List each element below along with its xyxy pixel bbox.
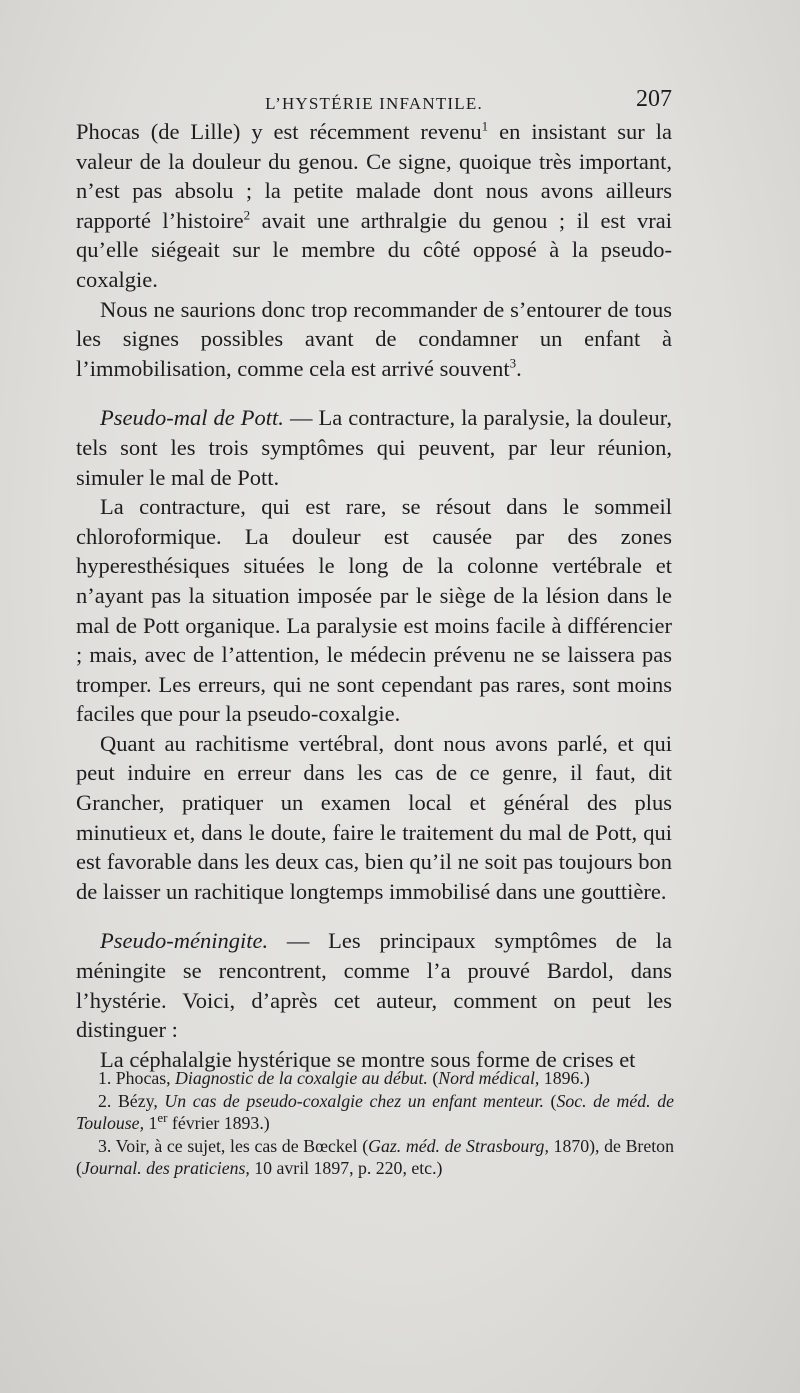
footnote-ref-2: 2 [243, 207, 251, 223]
section-lead: Pseudo-méningite. [100, 928, 269, 954]
paragraph-1 [76, 117, 672, 295]
italic-journal: Journal. des praticiens, [81, 1158, 250, 1179]
footnote-ref-1: 1 [481, 118, 489, 134]
paragraph-2 [76, 295, 672, 384]
superscript: er [157, 1110, 168, 1126]
text-run: Nous ne saurions donc trop recommander de s’entourer de tous les signes possibles avant de condamner un enfant à l’immobilisation, comme cela est arrivé souvent [76, 296, 672, 381]
italic-title: Un cas de pseudo-coxalgie chez un enfant menteur. [164, 1090, 544, 1111]
paragraph-pseudo-meningite [76, 926, 672, 1044]
text-run: 3. Voir, à ce sujet, les cas de Bœckel ( [98, 1135, 369, 1156]
paragraph-5: Quant au rachitisme vertébral, dont nous avons parlé, et qui peut induire en erreur dans les cas de ce genre, il faut, dit Grancher, pratiquer un examen local et général des plus minutieux et, dans le doute, faire le traitement du mal de Pott, qui est favorable dans les deux cas, bien qu’il ne soit pas toujours bon de laisser un rachitique longtemps immobilisé dans une gouttière. [76, 730, 672, 904]
footnote-3 [76, 1135, 674, 1180]
italic-journal: Nord médical, [438, 1068, 540, 1088]
footnote-2 [76, 1090, 674, 1135]
text-run: 1. Phocas, [98, 1068, 176, 1088]
running-head [76, 86, 672, 116]
paragraph-pseudo-mal-de-pott [76, 403, 672, 492]
text-run: ( [427, 1068, 439, 1088]
text-run: février 1893.) [167, 1113, 270, 1134]
text-run: en insistant sur la valeur de la douleur du genou. Ce signe, quoique très important, n’est pas absolu ; la petite malade dont nous avons ailleurs rapporté l’histoire [76, 119, 672, 233]
page-number: 207 [636, 86, 672, 112]
text-run: 1 [144, 1113, 158, 1134]
text-run: 1870), de Breton ( [76, 1135, 674, 1179]
text-run: 1896.) [539, 1068, 590, 1088]
text-run: 10 avril 1897, p. 220, etc.) [249, 1158, 443, 1179]
footnotes [76, 1067, 674, 1180]
italic-title: Diagnostic de la coxalgie au début. [175, 1068, 428, 1088]
text-run: . [516, 355, 522, 381]
italic-journal: Soc. de méd. de Toulouse, [76, 1090, 674, 1134]
text-run: avait une arthralgie du genou ; il est vrai qu’elle siégeait sur le membre du côté opposé à la pseudo-coxalgie. [76, 207, 672, 292]
text-run: — La contracture, la paralysie, la douleur, tels sont les trois symptômes qui peuvent, par leur réunion, simuler le mal de Pott. [76, 405, 672, 490]
paragraph-7: La céphalalgie hystérique se montre sous forme de crises et [100, 1046, 636, 1072]
italic-journal: Gaz. méd. de Strasbourg, [368, 1135, 549, 1156]
paragraph-4: La contracture, qui est rare, se résout dans le sommeil chloroformique. La douleur est causée par des zones hyperesthésiques situées le long de la colonne vertébrale et n’ayant pas la situation imposée par le siège de la lésion dans le mal de Pott organique. La paralysie est moins facile à différencier ; mais, avec de l’attention, le médecin prévenu ne se laissera pas tromper. Les erreurs, qui ne sont cependant pas rares, sont moins faciles que pour la pseudo-coxalgie. [76, 494, 672, 727]
text-run: 2. Bézy, [98, 1090, 165, 1111]
footnote-ref-3: 3 [509, 355, 517, 371]
section-lead: Pseudo-mal de Pott. [100, 405, 284, 431]
running-title: L’HYSTÉRIE INFANTILE. [265, 94, 483, 113]
body-text [76, 117, 672, 1074]
text-run: — Les principaux symptômes de la méningite se rencontrent, comme l’a prouvé Bardol, dans l’hystérie. Voici, d’après cet auteur, comment on peut les distinguer : [76, 928, 672, 1043]
footnote-1 [76, 1067, 674, 1090]
text-run: ( [543, 1090, 557, 1111]
text-run: Phocas (de Lille) y est récemment revenu [76, 119, 482, 144]
